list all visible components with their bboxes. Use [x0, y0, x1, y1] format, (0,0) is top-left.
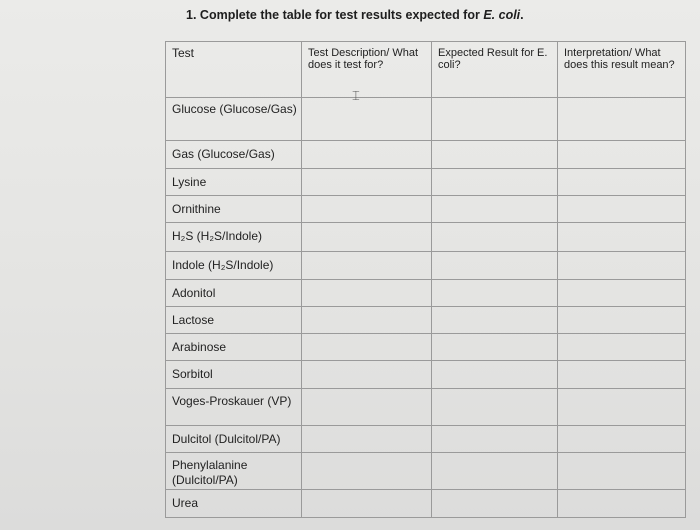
test-results-table: [165, 41, 686, 518]
description-cell[interactable]: [302, 280, 432, 307]
description-cell[interactable]: [302, 453, 432, 490]
test-name-cell: [166, 280, 302, 307]
interpretation-cell[interactable]: [558, 196, 686, 223]
header-test: Test: [166, 42, 302, 98]
expected-result-cell[interactable]: [432, 490, 558, 518]
expected-result-cell[interactable]: [432, 389, 558, 426]
expected-result-cell[interactable]: [432, 307, 558, 334]
test-name-cell: [166, 426, 302, 453]
test-name-label: Indole (H₂S/Indole): [172, 258, 274, 272]
interpretation-cell[interactable]: [558, 334, 686, 361]
interpretation-cell[interactable]: [558, 490, 686, 518]
expected-result-cell[interactable]: [432, 169, 558, 196]
test-name-label: Lactose: [172, 313, 215, 327]
table-row: [166, 334, 686, 361]
test-name-cell: [166, 307, 302, 334]
description-cell[interactable]: [302, 98, 432, 141]
test-name-label: Glucose (Glucose/Gas): [172, 102, 297, 116]
description-cell[interactable]: [302, 169, 432, 196]
expected-result-cell[interactable]: [432, 280, 558, 307]
question-end: .: [520, 8, 524, 22]
table-row: [166, 490, 686, 518]
test-name-cell: [166, 98, 302, 141]
test-name-label: Phenylalanine (Dulcitol/PA): [172, 458, 248, 487]
description-cell[interactable]: [302, 389, 432, 426]
test-name-label: Lysine: [172, 175, 207, 189]
table-row: [166, 280, 686, 307]
interpretation-cell[interactable]: [558, 141, 686, 169]
interpretation-cell[interactable]: [558, 98, 686, 141]
expected-result-cell[interactable]: [432, 334, 558, 361]
test-name-cell: [166, 361, 302, 389]
table-row: [166, 141, 686, 169]
interpretation-cell[interactable]: [558, 280, 686, 307]
description-cell[interactable]: [302, 307, 432, 334]
interpretation-cell[interactable]: [558, 426, 686, 453]
table-row: [166, 196, 686, 223]
test-name-label: Gas (Glucose/Gas): [172, 147, 275, 161]
test-name-cell: [166, 453, 302, 490]
expected-result-cell[interactable]: [432, 426, 558, 453]
test-name-cell: [166, 223, 302, 252]
interpretation-cell[interactable]: [558, 169, 686, 196]
header-description: Test Description/ What does it test for?: [302, 42, 432, 98]
test-name-cell: [166, 196, 302, 223]
interpretation-cell[interactable]: [558, 307, 686, 334]
description-cell[interactable]: [302, 223, 432, 252]
interpretation-cell[interactable]: [558, 223, 686, 252]
table-row: [166, 389, 686, 426]
table-row: [166, 426, 686, 453]
expected-result-cell[interactable]: [432, 252, 558, 280]
table-row: [166, 169, 686, 196]
interpretation-cell[interactable]: [558, 361, 686, 389]
question-text: Complete the table for test results expected for: [199, 8, 480, 22]
test-name-cell: [166, 252, 302, 280]
test-name-cell: [166, 169, 302, 196]
table-row: [166, 252, 686, 280]
test-name-label: Arabinose: [172, 340, 227, 354]
expected-result-cell[interactable]: [432, 453, 558, 490]
description-cell[interactable]: [302, 252, 432, 280]
expected-result-cell[interactable]: [432, 361, 558, 389]
table-row: [166, 307, 686, 334]
header-interpretation: Interpretation/ What does this result mean?: [558, 42, 686, 98]
header-expected-result: Expected Result for E. coli?: [432, 42, 558, 98]
question-number: 1.: [186, 8, 197, 22]
expected-result-cell[interactable]: [432, 141, 558, 169]
test-name-label: Urea: [172, 496, 199, 510]
interpretation-cell[interactable]: [558, 389, 686, 426]
text-cursor-icon: ⌶: [352, 88, 360, 103]
test-name-label: Adonitol: [172, 286, 216, 300]
expected-result-cell[interactable]: [432, 98, 558, 141]
test-name-cell: [166, 490, 302, 518]
test-name-cell: [166, 141, 302, 169]
table-row: [166, 223, 686, 252]
expected-result-cell[interactable]: [432, 196, 558, 223]
test-name-label: Ornithine: [172, 202, 221, 216]
question-prompt: [186, 8, 524, 22]
interpretation-cell[interactable]: [558, 453, 686, 490]
test-name-label: Sorbitol: [172, 367, 213, 381]
table-row: [166, 453, 686, 490]
description-cell[interactable]: [302, 426, 432, 453]
description-cell[interactable]: [302, 196, 432, 223]
test-name-label: Voges-Proskauer (VP): [172, 394, 292, 408]
interpretation-cell[interactable]: [558, 252, 686, 280]
header-row: [166, 42, 686, 98]
description-cell[interactable]: [302, 141, 432, 169]
test-name-cell: [166, 334, 302, 361]
expected-result-cell[interactable]: [432, 223, 558, 252]
test-name-cell: [166, 389, 302, 426]
description-cell[interactable]: [302, 334, 432, 361]
test-name-label: H₂S (H₂S/Indole): [172, 229, 263, 243]
description-cell[interactable]: [302, 361, 432, 389]
description-cell[interactable]: [302, 490, 432, 518]
test-name-label: Dulcitol (Dulcitol/PA): [172, 432, 281, 446]
table-row: [166, 98, 686, 141]
table-row: [166, 361, 686, 389]
question-organism: E. coli: [483, 8, 521, 22]
